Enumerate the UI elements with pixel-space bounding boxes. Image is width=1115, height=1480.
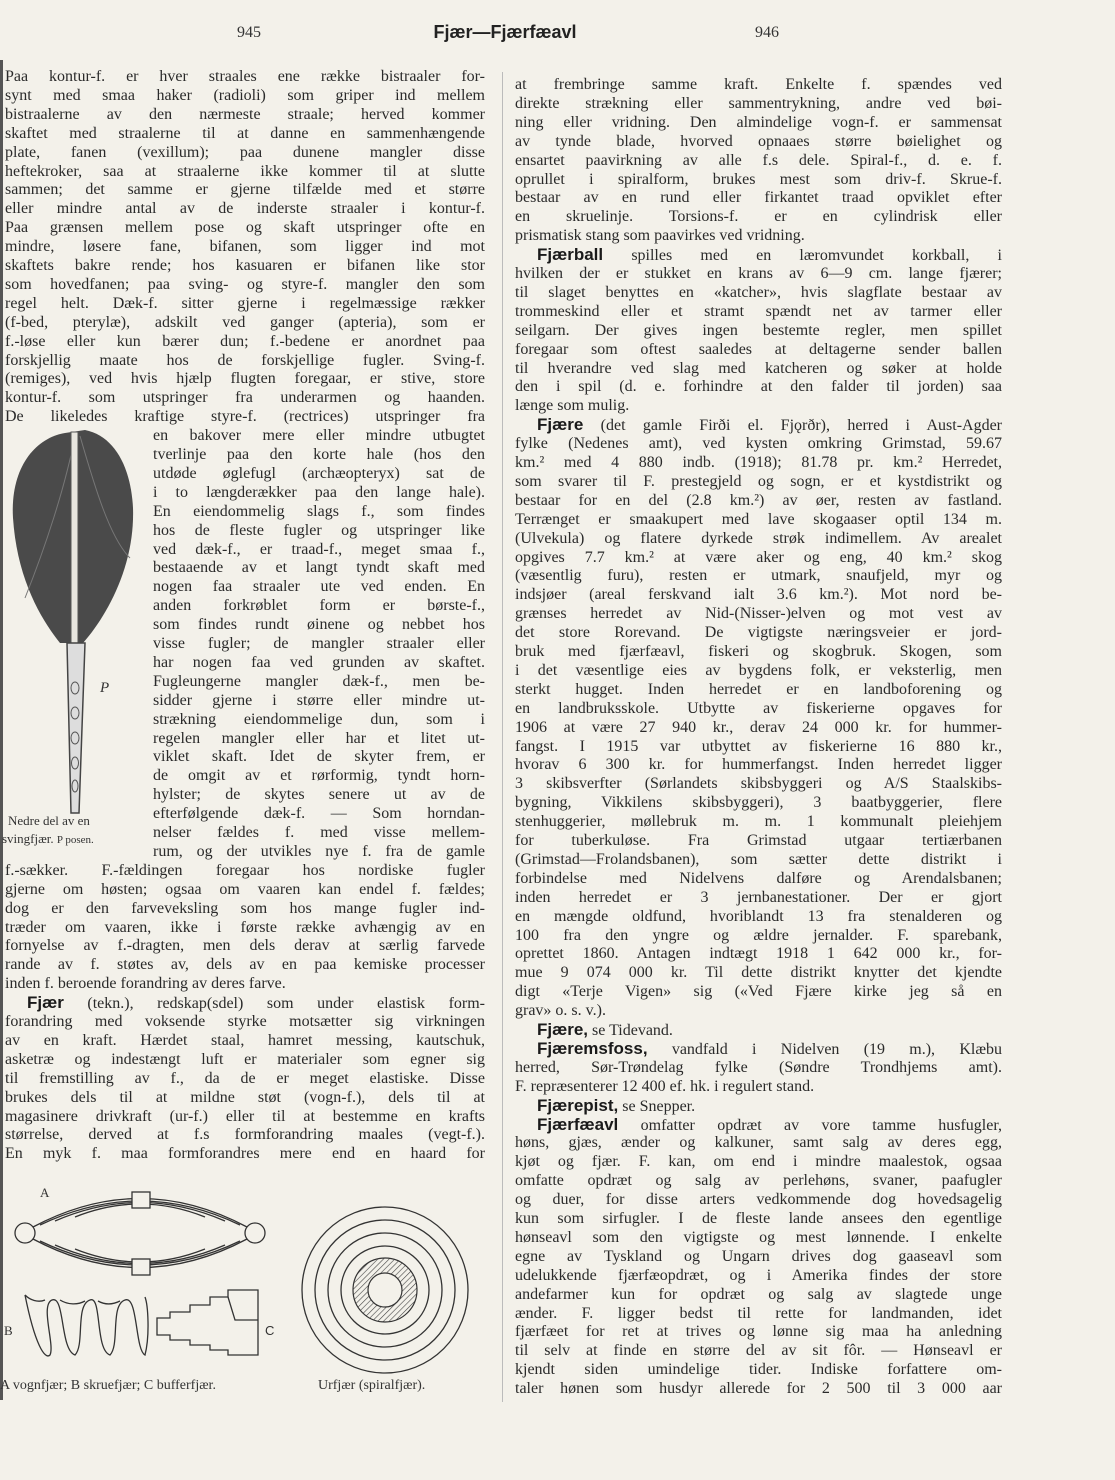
line-text: vandfald i Nidelven (19 m.), Klæbu (647, 1040, 1002, 1058)
line-text: kontur-f. som utspringer fra underarmen og haanden. (5, 389, 485, 407)
line-text: indsjøer (areal ferskvand ialt 3.6 km.²). Mot nord be- (515, 586, 1002, 604)
line-text: det store Rorevand. De vigtigste næringsveier er jord- (515, 624, 1002, 642)
text-line (5, 1051, 485, 1070)
feather-illustration (5, 428, 140, 823)
text-line (5, 1108, 485, 1127)
text-line (5, 370, 485, 389)
text-line (515, 1286, 1002, 1305)
line-text: ning eller vridning. Den almindelige vogn-f. er sammensat (515, 113, 1002, 131)
springs-illustration (0, 1175, 300, 1370)
headword: Fjær (27, 994, 64, 1013)
text-line (515, 794, 1002, 813)
text-line (5, 881, 485, 900)
spiral-spring-illustration (300, 1195, 480, 1385)
line-text: regel helt. Dæk-f. sitter gjerne i regelmæssige rækker (5, 294, 485, 312)
text-line (515, 303, 1002, 322)
line-text: Paa grænsen mellem pose og skaft utspringer ofte en (5, 219, 485, 237)
text-line (153, 730, 485, 749)
line-text: Fugleungerne mangler dæk-f., men be- (153, 672, 485, 690)
line-text: skaftets bakre rende; hos kasuaren er bifanen like stor (5, 257, 485, 274)
text-line (515, 1323, 1002, 1342)
text-line (153, 484, 485, 503)
text-line (515, 927, 1002, 946)
line-text: bistraalerne av den nærmeste straale; herved kommer (5, 105, 485, 123)
line-text: tverlinje paa den korte hale (hos den (153, 446, 485, 463)
line-text: bestaar for en del (2.8 km.²) av øer, resten av fastland. (515, 491, 1002, 509)
line-text: sammen; det samme er gjerne tilfælde med et større (5, 181, 485, 199)
line-text: herred, Sør-Trøndelag fylke (Søndre Trondhjems amt). (515, 1058, 1002, 1076)
line-text: 100 fra den yngre og ældre jernalder. F. sparebank, (515, 926, 1002, 944)
text-line (515, 1267, 1002, 1286)
text-line (5, 295, 485, 314)
line-text: i det væsentlige eies av bygdens folk, er veksterlig, men (515, 661, 1002, 679)
text-line (515, 397, 1002, 416)
text-line (515, 1059, 1002, 1078)
text-line (515, 624, 1002, 643)
text-line (153, 446, 485, 465)
line-text: inden f. beroende forandring av deres farve. (5, 975, 286, 993)
line-text: nogen faa straaler ute ved enden. En (153, 578, 485, 596)
line-text: forandring med voksende styrke motsætter sig virkningen (5, 1013, 485, 1030)
text-line (515, 889, 1002, 908)
text-line (515, 1342, 1002, 1361)
text-line (515, 643, 1002, 662)
line-text: bestaar av en rund eller firkantet traad opviklet efter (515, 189, 1002, 207)
line-text: strækning eiendommelige dun, som i (153, 710, 485, 728)
text-line (5, 333, 485, 352)
text-line (515, 549, 1002, 568)
line-text: til selv at finde en større del av sit fôr. — Hønseavl er (515, 1342, 1002, 1360)
line-text: (Ulvekula) og flatere dyrkede strøk indimellem. Av arealet (515, 529, 1002, 547)
text-line (5, 87, 485, 106)
text-line (153, 748, 485, 767)
line-text: fjærfæet for ret at trives og lønne sig maa ha anledning (515, 1323, 1002, 1341)
line-text: En myk f. maa formforandres mere end en haard for (5, 1145, 485, 1163)
text-line (153, 427, 485, 446)
line-text: synt med smaa haker (radioli) som griper ind mellem (5, 86, 485, 104)
text-line (515, 322, 1002, 341)
text-line (515, 813, 1002, 832)
text-line (515, 341, 1002, 360)
text-line (515, 851, 1002, 870)
line-text: hos de fleste fugler og utspringer like (153, 521, 485, 539)
line-text: oprettet 1860. Antagen indtægt 1918 1 642 000 kr., for- (515, 945, 1002, 963)
line-text: dog er den farveveksling som hos mange fugler ind- (5, 899, 485, 917)
line-text: omfatte opdræt og salg av perlehøns, svaner, paafugler (515, 1172, 1002, 1190)
line-text: ved dæk-f., er traad-f., meget smaa f., (153, 540, 485, 558)
text-line (515, 1040, 1002, 1059)
line-text: (Grimstad—Frolandsbanen), som sætter dette distrikt i (515, 850, 1002, 868)
text-line (153, 616, 485, 635)
line-text: den i spil (d. e. forhindre at den falder til jorden) saa (515, 378, 1002, 396)
line-text: andefarmer kun for opdræt og salg av slagtede unge (515, 1285, 1002, 1303)
text-line (515, 1116, 1002, 1135)
line-text: mindre, løsere fane, bifanen, som ligger ind mot (5, 238, 485, 256)
text-line (153, 522, 485, 541)
text-line (5, 389, 485, 408)
line-text: en skruelinje. Torsions-f. er en cylindrisk eller (515, 208, 1002, 226)
line-text: magasinere drivkraft (ur-f.) eller til at bestemme en krafts (5, 1107, 485, 1125)
line-text: for tuberkuløse. Fra Grimstad utgaar tertiærbanen (515, 832, 1002, 849)
line-text: rum, og der utvikles nye f. fra de gamle (153, 842, 485, 860)
line-text: opgives 7.7 km.² at være aker og eng, 40 km.² skog (515, 548, 1002, 566)
feather-caption-line-1: Nedre del av en (8, 813, 90, 828)
text-line (515, 1229, 1002, 1248)
text-line (515, 567, 1002, 586)
line-text: av en kraft. Hærdet staal, hamret messing, kautschuk, (5, 1031, 485, 1049)
text-line (5, 181, 485, 200)
text-line (5, 314, 485, 333)
text-line (515, 189, 1002, 208)
text-line (515, 700, 1002, 719)
line-text: visse fugler; de mangler straaler eller (153, 635, 485, 652)
text-line (515, 114, 1002, 133)
text-line (515, 1172, 1002, 1191)
text-line (515, 133, 1002, 152)
headword: Fjæremsfoss, (537, 1039, 648, 1058)
text-line (5, 956, 485, 975)
line-text: ensartet paavirkning av alle f.s dele. Spiral-f., d. e. f. (515, 151, 1002, 169)
line-text: eller mindre antal av de inderste straaler i kontur-f. (5, 200, 485, 218)
text-line (5, 219, 485, 238)
text-line (5, 900, 485, 919)
text-line (515, 1097, 1002, 1116)
text-line (515, 435, 1002, 454)
line-text: fornyelse av f.-dragten, men dels derav at særlig farvede (5, 937, 485, 955)
line-text: efterfølgende dæk-f. — Som horndan- (153, 805, 485, 823)
text-line (153, 503, 485, 522)
text-line (153, 692, 485, 711)
text-line (515, 1248, 1002, 1267)
line-text: kun som sirfugler. I de fleste lande ansees den egentlige (515, 1210, 1002, 1227)
line-text: nelser fældes f. med visse mellem- (153, 824, 485, 841)
text-line (5, 68, 485, 87)
line-text: (remiges), ved hvis hjælp flugten foregaar, er stive, store (5, 370, 485, 388)
line-text: f.-sækker. F.-fældingen foregaar hos nordiske fugler (5, 861, 485, 879)
text-line (5, 125, 485, 144)
line-text: som findes rundt øinene og nebbet hos (153, 616, 485, 634)
text-line (515, 1002, 1002, 1021)
line-text: (tekn.), redskap(sdel) som under elastisk form- (63, 995, 485, 1013)
text-line (515, 378, 1002, 397)
line-text: til fremstilling av f., da de er meget elastiske. Disse (5, 1069, 485, 1087)
text-line (5, 1145, 485, 1164)
text-line (515, 983, 1002, 1002)
text-line (153, 767, 485, 786)
text-line (5, 163, 485, 182)
spiral-caption: Urfjær (spiralfjær). (318, 1378, 426, 1393)
line-text: brukes dels til at mildne støt (vogn-f.), dels til at (5, 1088, 485, 1106)
text-line (5, 144, 485, 163)
text-line (515, 530, 1002, 549)
line-text: digt «Terje Vigen» sig («Ved Fjære kirke jeg så en (515, 983, 1002, 1001)
text-line (515, 775, 1002, 794)
line-text: foregaar som oftest saaledes at deltagerne sender ballen (515, 340, 1002, 358)
line-text: plate, fanen (vexillum); paa dunene mangler disse (5, 143, 485, 161)
text-line (515, 908, 1002, 927)
text-line (515, 1380, 1002, 1399)
line-text: fangst. I 1915 var utbyttet av fiskerierne 16 880 kr., (515, 737, 1002, 755)
text-line (153, 711, 485, 730)
text-line (5, 276, 485, 295)
line-text: udelukkende fjærfæopdræt, og i Amerika findes der store (515, 1266, 1002, 1284)
line-text: i to længderækker paa den lange hale). (153, 483, 485, 501)
line-text: bestaaende av et langt tyndt skaft med (153, 559, 485, 577)
line-text: bygning, Vikkilens skibsbyggeri), 3 baatbyggerier, flere (515, 794, 1002, 812)
line-text: som hovedfanen; paa sving- og styre-f. mangler den som (5, 275, 485, 293)
text-line (515, 1361, 1002, 1380)
line-text: høns, gjæs, ænder og kalkuner, samt salg av deres egg, (515, 1134, 1002, 1152)
headword: Fjærball (537, 246, 604, 265)
text-line (5, 862, 485, 881)
line-text: omfatter opdræt av vore tamme husfugler, (618, 1116, 1002, 1134)
text-line (515, 1021, 1002, 1040)
page-number-right: 946 (755, 24, 779, 41)
line-text: træder om vaaren, ikke i første række avhængig av en (5, 918, 485, 936)
line-text: stenhuggerier, møllebruk m. m. 1 kommunalt pleiehjem (515, 813, 1002, 831)
line-text: længe som mulig. (515, 397, 630, 415)
line-text: km.² med 4 880 indb. (1918); 81.78 pr. km.² Herredet, (515, 454, 1002, 471)
line-text: grav» o. s. v.). (515, 1002, 606, 1020)
text-line (515, 738, 1002, 757)
text-line (5, 408, 485, 427)
line-text: grænses herredet av Nid-(Nisser-)elven og mot vest av (515, 605, 1002, 623)
text-line (515, 208, 1002, 227)
line-text: prismatisk stang som paavirkes ved vridning. (515, 227, 805, 245)
line-text: (det gamle Firði el. Fjǫrðr), herred i Aust-Agder (583, 417, 1002, 435)
text-line (515, 284, 1002, 303)
line-text: til hverandre ved slag med katcheren og søker at holde (515, 359, 1002, 377)
line-text: hvorav 6 300 kr. for hummerfangst. Inden herredet ligger (515, 756, 1002, 774)
text-line (515, 416, 1002, 435)
text-line (515, 265, 1002, 284)
text-line (153, 824, 485, 843)
text-line (5, 1070, 485, 1089)
line-text: (væsentlig furu), resten er utmark, snaufjeld, myr og (515, 567, 1002, 585)
text-line (515, 227, 1002, 246)
text-line (5, 1089, 485, 1108)
spring-label-a: A (40, 1185, 50, 1200)
line-text: størrelse, derved at f.s formforandring maales (vegt-f.). (5, 1126, 485, 1144)
line-text: forskjellig maate hos de forskjellige fugler. Sving-f. (5, 351, 485, 369)
line-text: gjerne om høsten; ogsaa om vaaren kan endel f. fældes; (5, 880, 485, 898)
headword: Fjærepist, (537, 1096, 619, 1115)
line-text: (f-bed, pterylæ), adskilt ved ganger (apteria), som er (5, 313, 485, 331)
line-text: sterkt hugget. Inden herredet er en landboforening og (515, 680, 1002, 698)
line-text: kjøt og fjær. F. kan, om end i mindre maalestok, ogsaa (515, 1153, 1002, 1171)
text-line (153, 465, 485, 484)
line-text: en landbruksskole. Utbytte av fiskerierne opgaves for (515, 699, 1002, 717)
line-text: de omgit av et rørformig, tyndt horn- (153, 767, 485, 785)
text-line (515, 76, 1002, 95)
headword: Fjærfæavl (537, 1115, 619, 1134)
line-text: sidder gjerne i større eller mindre ut- (153, 691, 485, 709)
text-line (515, 945, 1002, 964)
feather-caption-line-2 (2, 831, 94, 847)
text-line (153, 654, 485, 673)
line-text: og duer, for disse arters vedkommende dog hovedsagelig (515, 1191, 1002, 1209)
feather-caption-p: P posen. (56, 834, 94, 846)
springs-caption: A vognfjær; B skruefjær; C bufferfjær. (0, 1378, 216, 1393)
line-text: F. repræsenterer 12 400 ef. hk. i regulert stand. (515, 1077, 815, 1095)
text-line (515, 152, 1002, 171)
text-line (153, 786, 485, 805)
line-text: anden forkrøblet form er børste-f., (153, 597, 485, 615)
spring-label-b: B (4, 1323, 13, 1338)
text-line (153, 559, 485, 578)
text-line (153, 673, 485, 692)
text-line (515, 1210, 1002, 1229)
line-text: som svarer til F. prestegjeld og sogn, er et kystdistrikt og (515, 472, 1002, 490)
text-line (153, 843, 485, 862)
line-text: Terrænget er smaakupert med lave skogaaser optil 134 m. (515, 510, 1002, 528)
text-line (5, 919, 485, 938)
text-line (515, 719, 1002, 738)
text-line (515, 1153, 1002, 1172)
column-divider (502, 72, 503, 1402)
line-text: en bakover mere eller mindre utbugtet (153, 427, 485, 445)
text-line (5, 1013, 485, 1032)
text-line (515, 95, 1002, 114)
line-text: fylke (Nedenes amt), ved kysten omkring Grimstad, 59.67 (515, 435, 1002, 453)
line-text: hvilken der er stukket en krans av 6—9 cm. lange fjærer; (515, 265, 1002, 282)
line-text: En eiendommelig slags f., som findes (153, 502, 485, 520)
text-line (515, 832, 1002, 851)
feather-caption-text: svingfjær. (2, 831, 54, 846)
text-line (153, 541, 485, 560)
line-text: inden herredet er 3 jernbanestationer. Der er gjort (515, 888, 1002, 906)
text-line (515, 756, 1002, 775)
text-line (5, 352, 485, 371)
line-text: f.-løse eller kun bærer dun; f.-bedene er anordnet paa (5, 332, 485, 350)
line-text: trommeskind eller et stramt spændt net av tarmer eller (515, 302, 1002, 320)
page-title: Fjær—Fjærfæavl (433, 22, 577, 42)
text-line (515, 1078, 1002, 1097)
text-line (515, 964, 1002, 983)
spring-label-c: C (265, 1323, 275, 1338)
text-line (153, 805, 485, 824)
line-text: at frembringe samme kraft. Enkelte f. spændes ved (515, 76, 1002, 93)
text-line (153, 635, 485, 654)
text-line (5, 200, 485, 219)
line-text: regelen mangler eller har et litet ut- (153, 729, 485, 747)
line-text: asketræ og indestængt luft er materialer som egner sig (5, 1050, 485, 1068)
line-text: taler hønen som husdyr allerede for 2 500 til 3 000 aar (515, 1380, 1002, 1398)
text-line (515, 1191, 1002, 1210)
line-text: ænder. F. ligger bedst til rette for landmanden, idet (515, 1304, 1002, 1322)
text-line (515, 662, 1002, 681)
text-line (515, 870, 1002, 889)
text-line (5, 106, 485, 125)
line-text: utdøde øglefugl (archæopteryx) sat de (153, 464, 485, 482)
line-text: De likeledes kraftige styre-f. (rectrices) utspringer fra (5, 408, 485, 426)
line-text: heftekroker, saa at straalerne ikke kommer til at slutte (5, 162, 485, 180)
page-number-left: 945 (237, 24, 261, 41)
line-text: Paa kontur-f. er hver straales ene række bistraaler for- (5, 68, 485, 85)
text-line (5, 937, 485, 956)
text-line (515, 605, 1002, 624)
line-text: av tynde blade, hvorved opnaaes større bøielighet og (515, 132, 1002, 150)
line-text: rande av f. støtes av, dels av en paa kemiske processer (5, 956, 485, 974)
text-line (5, 994, 485, 1013)
text-line (515, 246, 1002, 265)
headword: Fjære (537, 416, 584, 435)
line-text: hylster; de skytes senere ut av de (153, 786, 485, 804)
text-line (515, 473, 1002, 492)
line-text: forbindelse med Nidelvens dalføre og Arendalsbanen; (515, 869, 1002, 887)
line-text: spilles med en læromvundet korkball, i (603, 247, 1002, 265)
text-line (5, 1032, 485, 1051)
text-line (5, 975, 485, 994)
text-line (515, 586, 1002, 605)
line-text: mue 9 074 000 kr. Til dette distrikt knytter det kjendte (515, 964, 1002, 982)
line-text: kjendt siden umindelige tider. Indiske forfattere om- (515, 1361, 1002, 1379)
line-text: oprullet i spiralform, brukes mest som driv-f. Skrue-f. (515, 170, 1002, 188)
headword: Fjære, (537, 1021, 589, 1039)
line-text: seilgarn. Der gives ingen bestemte regler, men spillet (515, 321, 1002, 339)
text-line (5, 238, 485, 257)
line-text: 1906 at være 27 940 kr., derav 24 000 kr. for hummer- (515, 718, 1002, 736)
text-line (515, 1305, 1002, 1324)
text-line (515, 1134, 1002, 1153)
text-line (515, 360, 1002, 379)
text-line (5, 257, 485, 276)
line-text: 3 skibsverfter (Sørlandets skibsbyggeri og A/S Staalskibs- (515, 775, 1002, 793)
text-line (153, 597, 485, 616)
line-text: en mængde oldfund, hvoriblandt 13 fra stenalderen og (515, 907, 1002, 925)
text-line (5, 1126, 485, 1145)
line-text: egne av Tyskland og Ungarn drives dog gaaseavl som (515, 1247, 1002, 1265)
text-line (515, 492, 1002, 511)
feather-label-p: P (100, 680, 110, 696)
line-text: hønseavl som den vigtigste og mest lønnende. I enkelte (515, 1228, 1002, 1246)
text-line (515, 454, 1002, 473)
text-line (515, 511, 1002, 530)
line-text: har nogen faa ved grunden av skaftet. (153, 653, 485, 671)
line-text: se Snepper. (618, 1097, 696, 1115)
text-line (515, 171, 1002, 190)
line-text: til slaget benyttes en «katcher», hvis slagflate bestaar av (515, 283, 1002, 301)
line-text: direkte strækning eller sammentrykning, andre ved bøi- (515, 94, 1002, 112)
text-line (153, 578, 485, 597)
line-text: se Tidevand. (588, 1022, 673, 1039)
line-text: bruk med fjærfæavl, fiskeri og skogbruk. Skogen, som (515, 643, 1002, 660)
line-text: skaftet med straalerne til at danne en sammenhængende (5, 124, 485, 142)
line-text: viklet skaft. Idet de skyter frem, er (153, 748, 485, 766)
text-line (515, 681, 1002, 700)
